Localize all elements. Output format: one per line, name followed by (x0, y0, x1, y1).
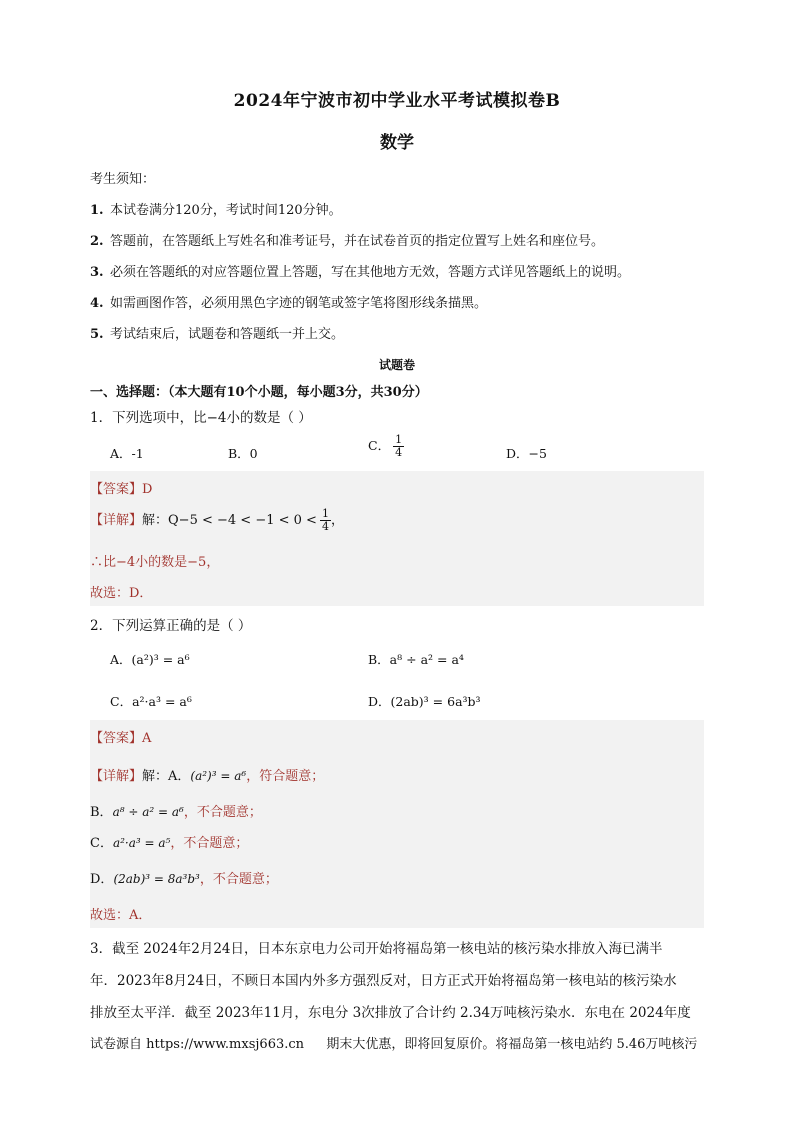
q1-detail: 【详解】解：Q−5 < −4 < −1 < 0 < $\frac{1}{4}$ ， (90, 507, 344, 533)
q1-answer-box (90, 471, 704, 606)
notice-item: 5. 考试结束后，试题卷和答题纸一并上交。 (90, 327, 345, 342)
notice-item: 3. 必须在答题纸的对应答题位置上答题，写在其他地方无效，答题方式详见答题纸上的说明。 (90, 265, 631, 280)
q2-choose: 故选：A． (90, 908, 152, 923)
q1-option-a: A．-1 (110, 446, 144, 461)
question-3-line1: 3．截至 2024年2月24日，日本东京电力公司开始将福岛第一核电站的核污染水排放入海已满半 (90, 941, 663, 957)
notice-item: 1. 本试卷满分120分，考试时间120分钟。 (90, 203, 342, 218)
q2-detail-c: C．a²·a³ = a⁵，不合题意； (90, 836, 249, 851)
section-heading: 一、选择题：（本大题有10个小题，每小题3分，共30分） (90, 385, 428, 400)
q1-option-c: C． $\frac{1}{4}$ (368, 433, 403, 459)
q2-option-d: D．(2ab)³ = 6a³b³ (368, 694, 481, 709)
q1-option-b: B．0 (228, 446, 258, 461)
question-2-stem: 2．下列运算正确的是（ ） (90, 618, 252, 634)
subject-title: 数学 (380, 133, 414, 153)
q1-choose: 故选：D． (90, 586, 153, 601)
notice-item: 4. 如需画图作答，必须用黑色字迹的钢笔或签字笔将图形线条描黑。 (90, 296, 488, 311)
promo-text: 期末大优惠，即将回复原价。将福岛第一核电站约 5.46万吨核污 (326, 1037, 698, 1052)
q2-detail-d: D．(2ab)³ = 8a³b³，不合题意； (90, 872, 278, 887)
q1-detail-line2: ∴比−4小的数是−5， (90, 555, 220, 570)
source-link[interactable]: 试卷源自 https://www.mxsj663.cn (90, 1037, 305, 1052)
question-1-stem: 1．下列选项中，比−4小的数是（ ） (90, 410, 312, 426)
paper-label: 试题卷 (378, 358, 415, 372)
question-3-line3: 排放至太平洋．截至 2023年11月，东电分 3次排放了合计约 2.34万吨核污染水．东电在 2024年度 (90, 1005, 691, 1021)
q2-option-c: C．a²·a³ = a⁶ (110, 694, 192, 709)
q2-answer-box (90, 720, 704, 928)
q2-option-b: B．a⁸ ÷ a² = a⁴ (368, 652, 464, 667)
q2-detail-b: B．a⁸ ÷ a² = a⁶，不合题意； (90, 805, 262, 820)
question-3-line2: 年．2023年8月24日，不顾日本国内外多方强烈反对，日方正式开始将福岛第一核电站的核污染水 (90, 973, 677, 989)
q1-answer: 【答案】D (90, 482, 153, 497)
notice-heading: 考生须知： (90, 172, 156, 187)
notice-item: 2. 答题前，在答题纸上写姓名和准考证号，并在试卷首页的指定位置写上姓名和座位号。 (90, 234, 605, 249)
page-title: 2024年宁波市初中学业水平考试模拟卷B (233, 91, 561, 111)
q2-answer: 【答案】A (90, 731, 152, 746)
footer-line (90, 1033, 697, 1052)
q2-option-a: A．(a²)³ = a⁶ (110, 652, 190, 667)
q1-option-d: D．−5 (506, 446, 547, 461)
q2-detail-a: 【详解】解：A．(a²)³ = a⁶，符合题意； (90, 769, 325, 784)
